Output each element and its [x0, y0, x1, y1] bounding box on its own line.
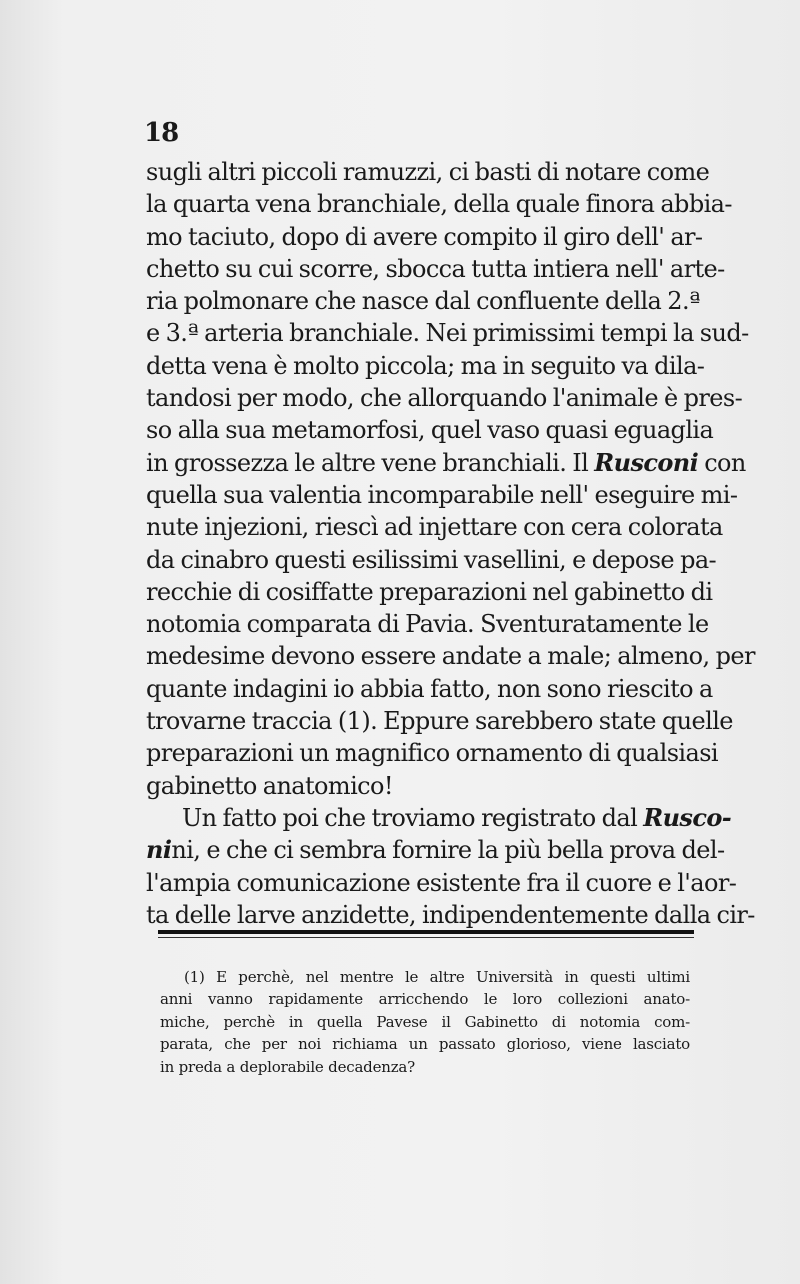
footnote-rule-thin: [158, 937, 694, 938]
text-line: quante indagini io abbia fatto, non sono riescito a: [146, 674, 713, 703]
text-segment: in grossezza le altre vene branchiali. Il: [146, 448, 595, 477]
text-line: la quarta vena branchiale, della quale finora abbia-: [146, 190, 732, 219]
text-line: detta vena è molto piccola; ma in seguito va dila-: [146, 351, 705, 380]
text-line: da cinabro questi esilissimi vasellini, e depose pa-: [146, 545, 717, 574]
footnote-line: in preda a deplorabile decadenza?: [160, 1057, 416, 1076]
page-number: 18: [144, 118, 179, 148]
text-line: e 3.ª arteria branchiale. Nei primissimi tempi la sud-: [146, 319, 749, 348]
text-line: [146, 447, 746, 479]
text-line: gabinetto anatomico!: [146, 771, 393, 800]
text-line: recchie di cosiffatte preparazioni nel gabinetto di: [146, 577, 713, 606]
text-segment: Un fatto poi che troviamo registrato dal: [182, 803, 644, 832]
text-segment: ni, e che ci sembra fornire la più bella prova del-: [171, 836, 725, 865]
footnote-rule: [158, 930, 694, 934]
italic-name: Rusco-: [643, 802, 732, 832]
text-line: mo taciuto, dopo di avere compito il giro dell' ar-: [146, 222, 703, 251]
footnote: [160, 966, 690, 1078]
text-line: preparazioni un magnifico ornamento di qualsiasi: [146, 739, 719, 768]
text-line: ta delle larve anzidette, indipendentemente dalla cir-: [146, 900, 755, 929]
footnote-line: parata, che per noi richiama un passato glorioso, viene lasciato: [160, 1035, 690, 1054]
text-line: [146, 802, 732, 834]
text-line: chetto su cui scorre, sbocca tutta intiera nell' arte-: [146, 254, 725, 283]
body-text: [146, 156, 755, 931]
footnote-line: anni vanno rapidamente arricchendo le loro collezioni anato-: [160, 990, 690, 1009]
text-line: sugli altri piccoli ramuzzi, ci basti di notare come: [146, 158, 710, 186]
text-line: so alla sua metamorfosi, quel vaso quasi eguaglia: [146, 416, 714, 445]
text-line: trovarne traccia (1). Eppure sarebbero state quelle: [146, 707, 733, 736]
text-line: quella sua valentia incomparabile nell' eseguire mi-: [146, 480, 738, 509]
text-segment: con: [698, 448, 746, 477]
footnote-line: (1) E perchè, nel mentre le altre Università in questi ultimi: [184, 968, 690, 986]
text-line: [146, 834, 725, 866]
italic-name: ni: [146, 835, 172, 865]
text-line: ria polmonare che nasce dal confluente della 2.ª: [146, 287, 700, 316]
text-line: tandosi per modo, che allorquando l'animale è pres-: [146, 384, 743, 413]
text-line: l'ampia comunicazione esistente fra il cuore e l'aor-: [146, 868, 737, 897]
text-line: medesime devono essere andate a male; almeno, per: [146, 642, 755, 671]
text-line: nute injezioni, riescì ad injettare con cera colorata: [146, 513, 723, 542]
footnote-line: miche, perchè in quella Pavese il Gabinetto di notomia com-: [160, 1012, 690, 1031]
text-line: notomia comparata di Pavia. Sventuratamente le: [146, 610, 709, 639]
italic-name: Rusconi: [594, 447, 699, 477]
